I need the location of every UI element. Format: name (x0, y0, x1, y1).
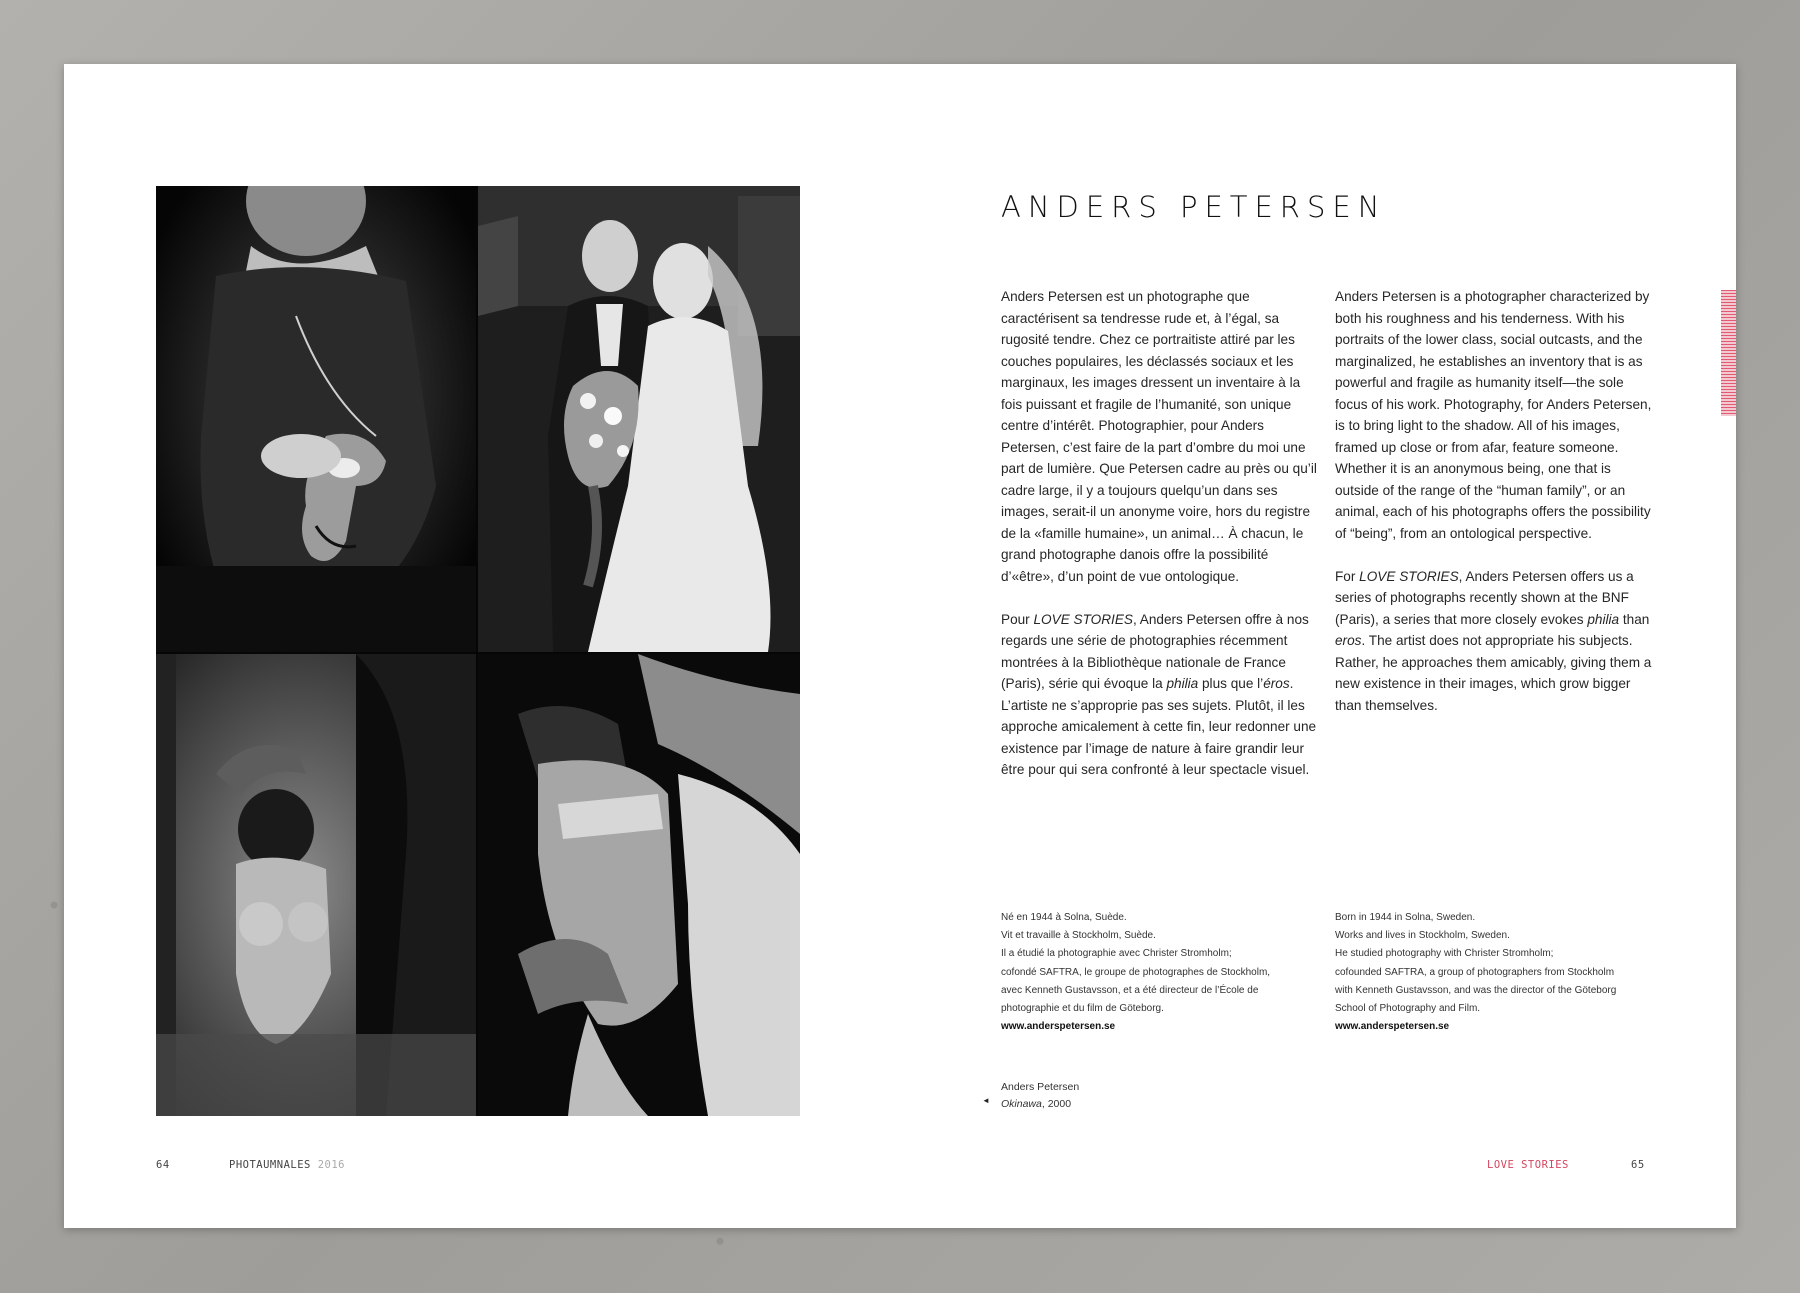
fr-p2-c: plus que l’ (1198, 676, 1264, 691)
bio-fr-line: Vit et travaille à Stockholm, Suède. (1001, 930, 1156, 942)
fr-p2-d: . L’artiste ne s’approprie pas ses sujets. Plutôt, il les approche amicalement à cette fin, leur redonner une existence par l’image de nature à faire grandir leur être pour qui sera confronté à leur spectacle visuel. (1001, 676, 1317, 777)
photo-wedding-couple (478, 186, 800, 652)
magazine-spread (64, 64, 1736, 1228)
en-p2-b: , Anders Petersen offers us a series of photographs recently shown at the BNF (Paris), a series that more closely evokes (1335, 568, 1634, 627)
bio-en-line: cofounded SAFTRA, a group of photographers from Stockholm (1335, 966, 1615, 978)
website-link-fr[interactable]: www.anderspetersen.se (1001, 1021, 1116, 1033)
photo-couple-embrace (478, 654, 800, 1116)
bio-fr-line: photographie et du film de Göteborg. (1001, 1003, 1164, 1015)
photo-woman-with-cat (156, 186, 476, 652)
bio-en-line: with Kenneth Gustavsson, and was the director of the Göteborg (1335, 984, 1617, 996)
text-column-english (1335, 286, 1655, 716)
fr-p2-b: , Anders Petersen offre à nos regards une série de photographies récemment montrées à la Bibliothèque nationale de France (Paris), série qui évoque la (1001, 611, 1309, 691)
en-p2-c: than (1619, 611, 1650, 627)
english-paragraph-2 (1335, 566, 1655, 717)
photo-grid (156, 186, 800, 1116)
caption-year: , 2000 (1041, 1097, 1072, 1110)
en-p2-d: . The artist does not appropriate his subjects. Rather, he approaches them amicably, giving them a new existence in their images, which grow bigger than themselves. (1335, 633, 1652, 713)
left-arrow-icon: ◄ (982, 1096, 990, 1105)
bio-fr-line: avec Kenneth Gustavsson, et a été directeur de l’École de (1001, 984, 1259, 996)
en-p2-em2: philia (1587, 611, 1620, 627)
english-paragraph-1: Anders Petersen is a photographer characterized by both his roughness and his tenderness. With his portraits of the lower class, social outcasts, and the marginalized, he establishes an inventory that is as powerful and fragile as humanity itself—the sole focus of his work. Photography, for Anders Petersen, is to bring light to the shadow. All of his images, framed up close or from afar, feature someone. Whether it is an anonymous being, one that is outside of the range of the “human family”, or an animal, each of his photographs offers the possibility of “being”, from an ontological perspective. (1335, 289, 1652, 541)
photo-caption (1001, 1079, 1079, 1112)
en-p2-a: For (1335, 568, 1360, 584)
bio-fr-line: Né en 1944 à Solna, Suède. (1001, 912, 1127, 923)
french-paragraph-2 (1001, 609, 1321, 781)
page-number-left: 64 (156, 1159, 170, 1171)
en-p2-em1: LOVE STORIES (1359, 568, 1459, 584)
caption-author: Anders Petersen (1001, 1081, 1080, 1093)
page-number-right: 65 (1631, 1159, 1645, 1171)
bio-fr-line: cofondé SAFTRA, le groupe de photographes de Stockholm, (1001, 966, 1271, 978)
bio-en-line: School of Photography and Film. (1335, 1003, 1481, 1015)
bio-en-line: Works and lives in Stockholm, Sweden. (1335, 930, 1510, 942)
section-name: LOVE STORIES (1487, 1159, 1569, 1171)
artist-name-heading: ANDERS PETERSEN (1001, 190, 1387, 224)
bio-french (1001, 909, 1331, 1036)
bio-fr-line: Il a étudié la photographie avec Christer Stromholm; (1001, 948, 1232, 960)
website-link-en[interactable]: www.anderspetersen.se (1335, 1021, 1450, 1033)
fr-p2-em1: LOVE STORIES (1033, 611, 1133, 627)
french-paragraph-1: Anders Petersen est un photographe que caractérisent sa tendresse rude et, à l’égal, sa rugosité tendre. Chez ce portraitiste attiré par les couches populaires, les déclassés sociaux et les marginaux, les images dressent un inventaire à la fois puissant et fragile de l’humanité, son unique centre d’intérêt. Photographier, pour Anders Petersen, c’est faire de la part d’ombre du moi une part de lumière. Que Petersen cadre au près ou qu’il cadre large, il y a toujours quelqu’un dans ses images, serait-il un anonyme voire, hors du registre de la «famille humaine», un animal… À chacun, le grand photographe danois offre la possibilité d’«être», d’un point de vue ontologique. (1001, 289, 1317, 584)
magazine-year: 2016 (317, 1159, 345, 1171)
caption-work (1001, 1096, 1079, 1113)
en-p2-em3: eros (1335, 633, 1362, 648)
fr-p2-em3: éros (1263, 676, 1290, 691)
bio-en-line: Born in 1944 in Solna, Sweden. (1335, 912, 1476, 923)
fr-p2-a: Pour (1001, 611, 1034, 627)
bio-english (1335, 909, 1665, 1036)
magazine-name (229, 1159, 345, 1171)
magazine-title: PHOTAUMNALES (229, 1159, 311, 1171)
fr-p2-em2: philia (1166, 676, 1199, 691)
photo-woman-nude (156, 654, 476, 1116)
caption-title: Okinawa (1001, 1097, 1042, 1110)
text-column-french (1001, 286, 1321, 781)
bio-en-line: He studied photography with Christer Stromholm; (1335, 948, 1554, 960)
page-tab-marker (1721, 290, 1736, 416)
